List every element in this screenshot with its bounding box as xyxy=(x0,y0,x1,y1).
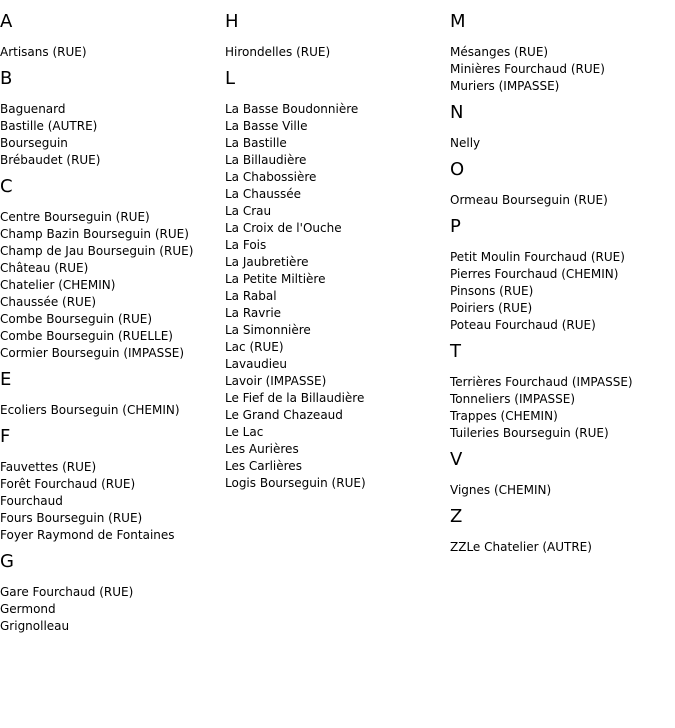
letter-heading: H xyxy=(225,11,239,32)
letter-heading: O xyxy=(450,159,465,180)
street-entry[interactable]: Mésanges (RUE) xyxy=(450,45,549,59)
street-entry[interactable]: Ecoliers Bourseguin (CHEMIN) xyxy=(0,403,180,417)
street-entry[interactable]: Logis Bourseguin (RUE) xyxy=(225,476,366,490)
street-entry[interactable]: ZZLe Chatelier (AUTRE) xyxy=(450,540,592,554)
letter-group-c xyxy=(0,177,220,362)
street-entry[interactable]: La Ravrie xyxy=(225,306,282,320)
letter-group-o xyxy=(450,160,675,209)
letter-group-l xyxy=(225,69,445,492)
letter-group-b xyxy=(0,69,220,169)
street-entry[interactable]: Artisans (RUE) xyxy=(0,45,87,59)
letter-heading: P xyxy=(450,216,461,237)
letter-heading: B xyxy=(0,68,13,89)
street-entry[interactable]: La Basse Boudonnière xyxy=(225,102,359,116)
street-entry[interactable]: Muriers (IMPASSE) xyxy=(450,79,560,93)
street-entry[interactable]: Baguenard xyxy=(0,102,66,116)
street-entry[interactable]: Lavoir (IMPASSE) xyxy=(225,374,327,388)
street-entry[interactable]: Fourchaud xyxy=(0,494,63,508)
letter-group-p xyxy=(450,217,675,334)
letter-heading: A xyxy=(0,11,13,32)
street-entry[interactable]: La Crau xyxy=(225,204,272,218)
street-entry[interactable]: Trappes (CHEMIN) xyxy=(450,409,558,423)
letter-group-n xyxy=(450,103,675,152)
street-entry[interactable]: Château (RUE) xyxy=(0,261,89,275)
street-entry[interactable]: Le Grand Chazeaud xyxy=(225,408,343,422)
street-entry[interactable]: Pinsons (RUE) xyxy=(450,284,534,298)
letter-heading: L xyxy=(225,68,236,89)
street-entry[interactable]: Bastille (AUTRE) xyxy=(0,119,98,133)
street-entry[interactable]: Foyer Raymond de Fontaines xyxy=(0,528,175,542)
street-entry[interactable]: La Bastille xyxy=(225,136,287,150)
letter-group-f xyxy=(0,427,220,544)
letter-group-e xyxy=(0,370,220,419)
street-entry[interactable]: Poteau Fourchaud (RUE) xyxy=(450,318,596,332)
street-entry[interactable]: Tuileries Bourseguin (RUE) xyxy=(450,426,609,440)
street-entry[interactable]: Pierres Fourchaud (CHEMIN) xyxy=(450,267,619,281)
letter-heading: E xyxy=(0,369,12,390)
street-entry[interactable]: Champ Bazin Bourseguin (RUE) xyxy=(0,227,189,241)
street-entry[interactable]: Grignolleau xyxy=(0,619,70,633)
street-entry[interactable]: Fours Bourseguin (RUE) xyxy=(0,511,143,525)
letter-group-m xyxy=(450,12,675,95)
street-entry[interactable]: Centre Bourseguin (RUE) xyxy=(0,210,150,224)
index-column-1 xyxy=(0,12,220,643)
street-entry[interactable]: Terrières Fourchaud (IMPASSE) xyxy=(450,375,633,389)
street-entry[interactable]: Lavaudieu xyxy=(225,357,288,371)
letter-group-v xyxy=(450,450,675,499)
letter-heading: T xyxy=(450,341,461,362)
street-entry[interactable]: La Chaussée xyxy=(225,187,302,201)
street-entry[interactable]: Lac (RUE) xyxy=(225,340,284,354)
street-entry[interactable]: Petit Moulin Fourchaud (RUE) xyxy=(450,250,625,264)
street-entry[interactable]: Champ de Jau Bourseguin (RUE) xyxy=(0,244,194,258)
street-entry[interactable]: La Billaudière xyxy=(225,153,307,167)
index-column-2 xyxy=(225,12,445,500)
index-column-3 xyxy=(450,12,675,564)
street-entry[interactable]: Combe Bourseguin (RUE) xyxy=(0,312,153,326)
street-entry[interactable]: Poiriers (RUE) xyxy=(450,301,533,315)
letter-group-z xyxy=(450,507,675,556)
street-entry[interactable]: La Fois xyxy=(225,238,267,252)
letter-group-g xyxy=(0,552,220,635)
street-entry[interactable]: Chatelier (CHEMIN) xyxy=(0,278,116,292)
letter-heading: N xyxy=(450,102,464,123)
letter-heading: M xyxy=(450,11,466,32)
street-entry[interactable]: La Rabal xyxy=(225,289,277,303)
letter-heading: C xyxy=(0,176,13,197)
street-entry[interactable]: Les Aurières xyxy=(225,442,299,456)
street-entry[interactable]: La Basse Ville xyxy=(225,119,308,133)
street-entry[interactable]: La Jaubretière xyxy=(225,255,309,269)
street-entry[interactable]: Cormier Bourseguin (IMPASSE) xyxy=(0,346,185,360)
street-entry[interactable]: Combe Bourseguin (RUELLE) xyxy=(0,329,173,343)
street-entry[interactable]: Vignes (CHEMIN) xyxy=(450,483,552,497)
street-entry[interactable]: Fauvettes (RUE) xyxy=(0,460,97,474)
letter-group-t xyxy=(450,342,675,442)
street-entry[interactable]: Chaussée (RUE) xyxy=(0,295,97,309)
letter-heading: V xyxy=(450,449,463,470)
street-entry[interactable]: La Croix de l'Ouche xyxy=(225,221,342,235)
street-entry[interactable]: Forêt Fourchaud (RUE) xyxy=(0,477,136,491)
street-entry[interactable]: La Petite Miltière xyxy=(225,272,326,286)
street-entry[interactable]: Minières Fourchaud (RUE) xyxy=(450,62,605,76)
street-entry[interactable]: Brébaudet (RUE) xyxy=(0,153,101,167)
street-entry[interactable]: Bourseguin xyxy=(0,136,68,150)
street-entry[interactable]: Hirondelles (RUE) xyxy=(225,45,331,59)
street-entry[interactable]: Les Carlières xyxy=(225,459,302,473)
street-entry[interactable]: Le Fief de la Billaudière xyxy=(225,391,365,405)
letter-heading: Z xyxy=(450,506,463,527)
street-entry[interactable]: Ormeau Bourseguin (RUE) xyxy=(450,193,608,207)
letter-group-h xyxy=(225,12,445,61)
letter-heading: F xyxy=(0,426,11,447)
street-entry[interactable]: Gare Fourchaud (RUE) xyxy=(0,585,134,599)
street-entry[interactable]: La Chabossière xyxy=(225,170,317,184)
letter-heading: G xyxy=(0,551,14,572)
street-entry[interactable]: Nelly xyxy=(450,136,481,150)
street-entry[interactable]: Tonneliers (IMPASSE) xyxy=(450,392,576,406)
street-entry[interactable]: Le Lac xyxy=(225,425,264,439)
letter-group-a xyxy=(0,12,220,61)
street-entry[interactable]: La Simonnière xyxy=(225,323,311,337)
street-entry[interactable]: Germond xyxy=(0,602,56,616)
